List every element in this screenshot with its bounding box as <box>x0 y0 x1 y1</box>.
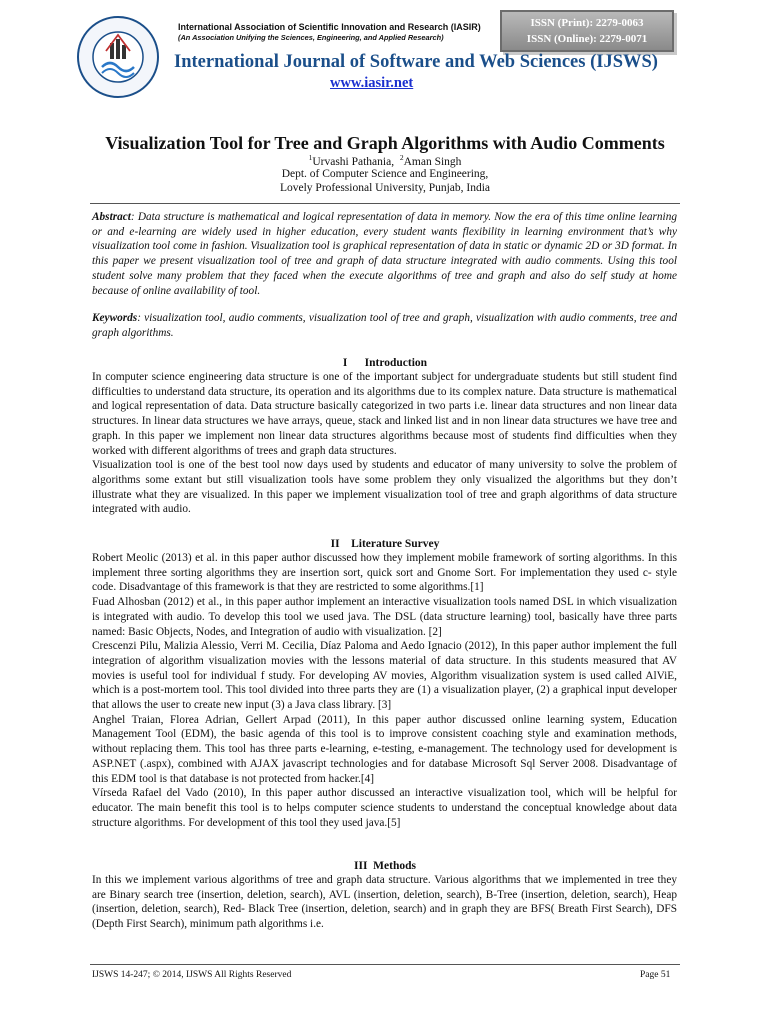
section-heading-introduction: I Introduction <box>342 357 428 369</box>
department: Dept. of Computer Science and Engineering, <box>281 168 489 180</box>
journal-logo-icon <box>76 15 160 99</box>
keywords-label: Keywords <box>92 312 138 324</box>
keywords-block <box>92 311 677 340</box>
paragraph: In computer science engineering data structure is one of the important subject for undergraduate students but still student find difficulties to understand data structure, its operation and its algorithms due to its complex nature. Data structure is mathematical and logical representation of data. Data structure basically categorized in two parts i.e. linear data structures and non linear data structures. In linear data structures we have arrays, queue, stack and linked list and in non linear data structures we have tree and graph. In this paper we implement non linear data structures algorithms because most of students find difficulties when they worked with different algorithms of trees and graph data structures. <box>92 371 677 457</box>
footer-divider <box>90 964 680 965</box>
footer-page-number: Page 51 <box>640 970 671 980</box>
section-heading-literature-survey: II Literature Survey <box>330 538 440 550</box>
methods-body <box>92 873 677 932</box>
author2-name: Aman Singh <box>403 155 462 168</box>
abstract-label: Abstract <box>92 211 131 223</box>
issn-print: ISSN (Print): 2279-0063 <box>530 17 644 29</box>
author-line <box>0 153 770 168</box>
university: Lovely Professional University, Punjab, India <box>279 182 491 194</box>
issn-online: ISSN (Online): 2279-0071 <box>526 33 648 45</box>
abstract-text: : Data structure is mathematical and logical representation of data in memory. Now the era of this time online learning or and e-learning are widely used in higher education, every student wants flexibility in learning environment that’s why visualization tool come in fashion. Visualization tool is graphical representation of data in static or dynamic 2D or 3D format. In this paper we present visualization tool of tree and graph of data structure integrated with audio comments. Using this tool student solve many problem that they faced when the execute algorithms of tree and graph and also do self study at home because of online availability of tool. <box>92 211 677 297</box>
author1-affiliation-mark: 1 <box>308 153 313 162</box>
footer-copyright: IJSWS 14-247; © 2014, IJSWS All Rights Reserved <box>92 970 292 980</box>
abstract-block <box>92 210 677 298</box>
paper-title: Visualization Tool for Tree and Graph Algorithms with Audio Comments <box>105 133 665 153</box>
paragraph: Vírseda Rafael del Vado (2010), In this paper author discussed an interactive visualization tool, which will be helpful for educator. The main benefit this tool is to helps computer science students to understand the conceptual knowledge about data structure algorithms. For development of this tool they used java.[5] <box>92 787 677 829</box>
association-name: International Association of Scientific Innovation and Research (IASIR) <box>178 22 481 32</box>
introduction-body <box>92 370 677 517</box>
top-divider <box>90 203 680 204</box>
paragraph: In this we implement various algorithms of tree and graph data structure. Various algorithms that we implemented in tree they are Binary search tree (insertion, deletion, search), AVL (insertion, deletion, search), B-Tree (insertion, deletion, search), Heap (insertion, deletion, search), Red- Black Tree (insertion, deletion, search) and in graph they are BFS( Breath First Search), DFS (Depth First Search), minimum path algorithms i.e. <box>92 874 677 931</box>
author1-name: Urvashi Pathania, <box>312 155 395 168</box>
literature-survey-body <box>92 551 677 830</box>
keywords-text: : visualization tool, audio comments, visualization tool of tree and graph, visualization with audio comments, tree and graph algorithms. <box>92 312 677 339</box>
author2-affiliation-mark: 2 <box>399 153 404 162</box>
journal-title: International Journal of Software and Web Sciences (IJSWS) <box>174 52 658 72</box>
association-subtitle: (An Association Unifying the Sciences, Engineering, and Applied Research) <box>178 33 444 42</box>
paragraph: Fuad Alhosban (2012) et al., in this paper author implement an interactive visualization tools named DSL in which visualization is integrated with audio. To develop this tool we used java. The DSL (data structure learning) tool, basically have three parts named: Basic Objects, Nodes, and Integration of audio with visualization. [2] <box>92 596 677 638</box>
issn-box <box>500 10 674 52</box>
paragraph: Anghel Traian, Florea Adrian, Gellert Arpad (2011), In this paper author discussed online learning system, Education Management Tool (EDM), the basic agenda of this tool is to improve consistent coaching style and examination methods, without replacing them. This tool has three parts e-learning, e-testing, e-management. The technology used for development is ASP.NET (.aspx), combined with AJAX javascript technologies and for database Microsoft Sql Server 2008. Disadvantage of this EDM tool is that database is not protected from hacker.[4] <box>92 713 677 785</box>
paragraph: Robert Meolic (2013) et al. in this paper author discussed how they implement mobile framework of sorting algorithms. In this implement three sorting algorithms they are insertion sort, quick sort and Gnome Sort. For implementation they used c- style code. Disadvantage of this framework is that they are restricted to some algorithms.[1] <box>92 552 677 594</box>
paragraph: Crescenzi Pilu, Malizia Alessio, Verri M. Cecilia, Díaz Paloma and Aedo Ignacio (2012), In this paper author implement the full integration of algorithm visualization movies with the lessons material of data structure. In this students measured that AV movies is useful tool for individual f study. For developing AV movies, Algorithm visualization system is used called AlViE, which is a post-mortem tool. This tool divided into three parts they are (1) a visualization player, (2) a graphical input developer that allows the user to create new input (3) a Java class library. [3] <box>92 640 677 712</box>
section-heading-methods: III Methods <box>354 860 416 872</box>
paragraph: Visualization tool is one of the best tool now days used by students and educator of many university to solve the problem of algorithms some extant but still visualization tools have some problem they only visualized the algorithms but they don’t illustrate what they are visualized. In this paper we implement visualization tool of tree and graph algorithms of data structure integrated with audio. <box>92 459 677 516</box>
journal-url-link[interactable]: www.iasir.net <box>330 75 414 91</box>
